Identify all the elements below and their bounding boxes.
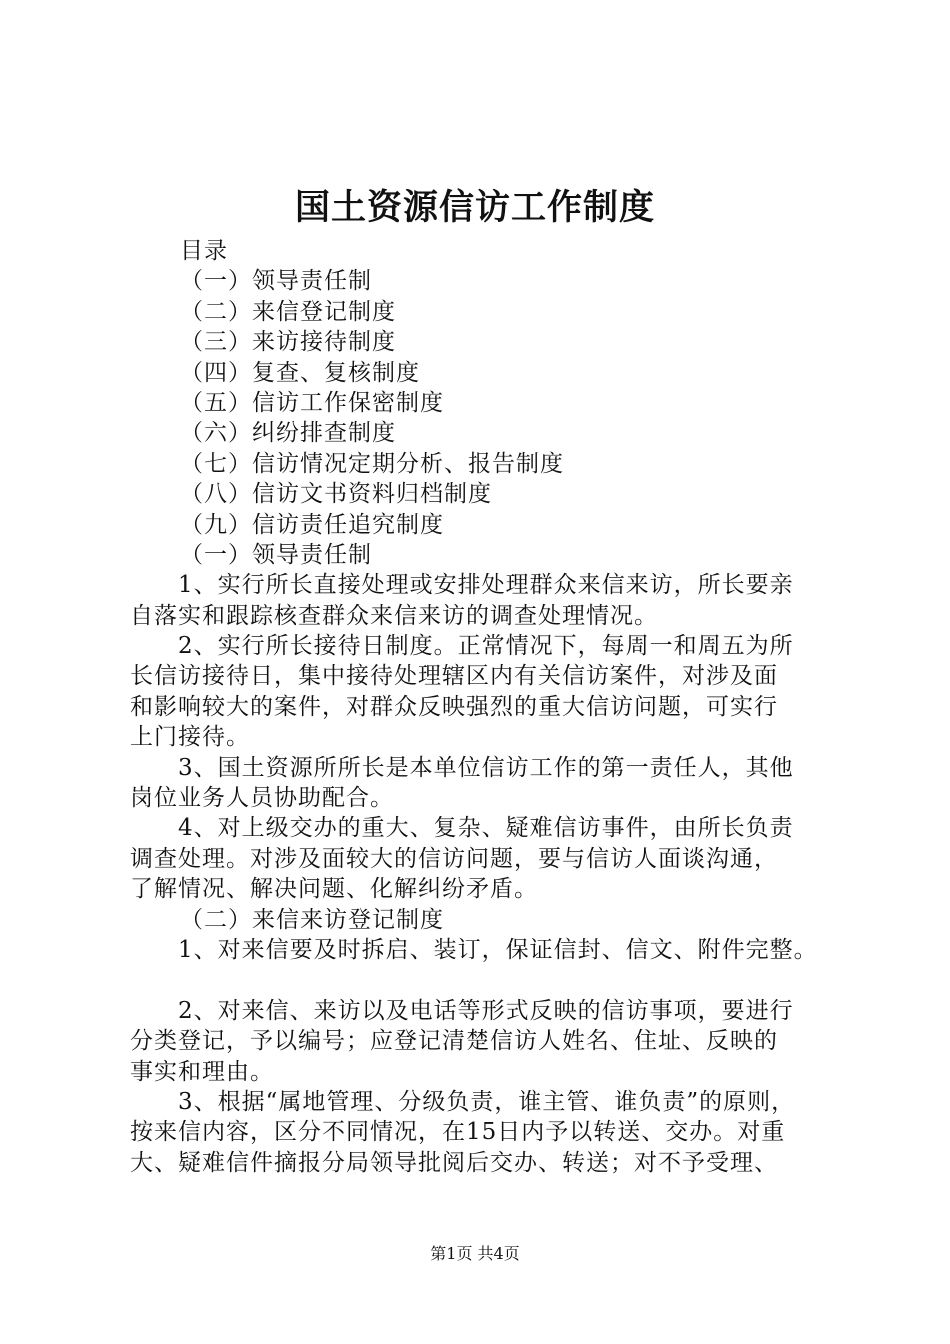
paragraph-line: 3、国土资源所所长是本单位信访工作的第一责任人，其他 — [130, 754, 794, 781]
paragraph-line: 自落实和跟踪核查群众来信来访的调查处理情况。 — [130, 602, 658, 629]
document-title: 国土资源信访工作制度 — [294, 187, 655, 228]
paragraph-line: 长信访接待日，集中接待处理辖区内有关信访案件，对涉及面 — [130, 663, 778, 690]
paragraph-line: 1、实行所长直接处理或安排处理群众来信来访，所长要亲 — [130, 572, 794, 599]
paragraph-line: 4、对上级交办的重大、复杂、疑难信访事件，由所长负责 — [130, 815, 794, 842]
paragraph-line: 大、疑难信件摘报分局领导批阅后交办、转送；对不予受理、 — [130, 1149, 778, 1176]
paragraph-line: 2、实行所长接待日制度。正常情况下，每周一和周五为所 — [130, 633, 794, 660]
section-heading: （一）领导责任制 — [180, 541, 372, 568]
paragraph-line: 1、对来信要及时拆启、装订，保证信封、信文、附件完整。 — [130, 936, 818, 963]
section-heading: （二）来信来访登记制度 — [180, 906, 444, 933]
paragraph-line: 2、对来信、来访以及电话等形式反映的信访事项，要进行 — [130, 997, 794, 1024]
toc-item: （八）信访文书资料归档制度 — [180, 481, 492, 508]
paragraph-line: 了解情况、解决问题、化解纠纷矛盾。 — [130, 876, 538, 903]
paragraph-line: 按来信内容，区分不同情况，在15日内予以转送、交办。对重 — [130, 1119, 786, 1146]
toc-item: （三）来访接待制度 — [180, 329, 396, 356]
paragraph-line: 上门接待。 — [130, 724, 250, 751]
paragraph-line: 岗位业务人员协助配合。 — [130, 785, 394, 812]
toc-item: （二）来信登记制度 — [180, 298, 396, 325]
paragraph-line: 事实和理由。 — [130, 1058, 274, 1085]
document-body — [130, 236, 855, 1178]
toc-item: （一）领导责任制 — [180, 268, 372, 295]
blank-line — [130, 965, 855, 995]
toc-item: （九）信访责任追究制度 — [180, 511, 444, 538]
toc-item: （七）信访情况定期分析、报告制度 — [180, 450, 564, 477]
toc-item: （六）纠纷排查制度 — [180, 420, 396, 447]
toc-item: （四）复查、复核制度 — [180, 359, 420, 386]
paragraph-line: 3、根据“属地管理、分级负责，谁主管、谁负责”的原则， — [130, 1088, 796, 1115]
paragraph-line: 分类登记，予以编号；应登记清楚信访人姓名、住址、反映的 — [130, 1028, 778, 1055]
page-footer: 第1页 共4页 — [430, 1244, 520, 1263]
toc-heading: 目录 — [180, 238, 228, 264]
toc-item: （五）信访工作保密制度 — [180, 389, 444, 416]
paragraph-line: 调查处理。对涉及面较大的信访问题，要与信访人面谈沟通， — [130, 845, 778, 872]
paragraph-line: 和影响较大的案件，对群众反映强烈的重大信访问题，可实行 — [130, 693, 778, 720]
